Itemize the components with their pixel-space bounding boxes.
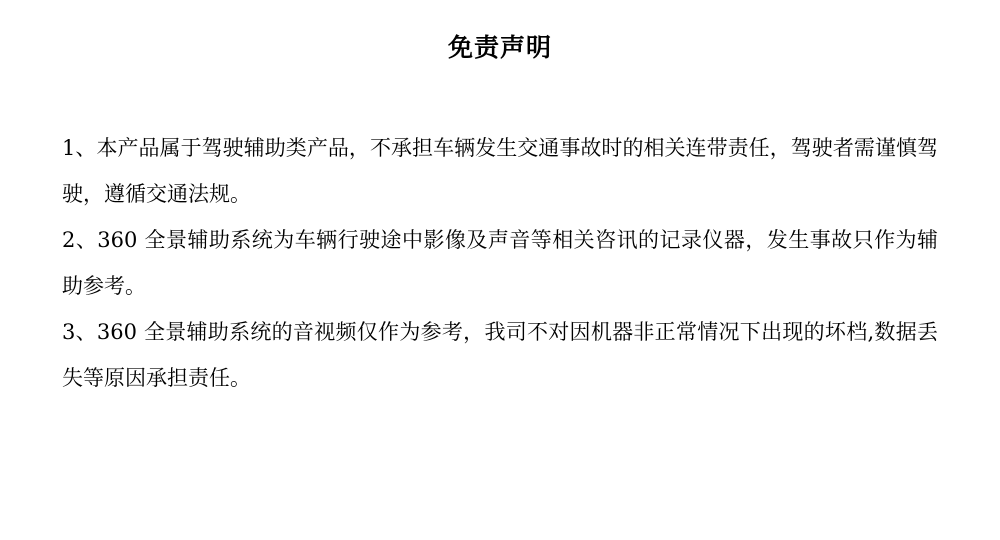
document-body — [62, 125, 938, 401]
paragraph: 1、本产品属于驾驶辅助类产品，不承担车辆发生交通事故时的相关连带责任，驾驶者需谨慎驾驶，遵循交通法规。 — [62, 136, 938, 206]
paragraph: 3、360 全景辅助系统的音视频仅作为参考，我司不对因机器非正常情况下出现的坏档,数据丢失等原因承担责任。 — [62, 320, 938, 390]
document-page — [0, 30, 1000, 540]
page-title: 免责声明 — [447, 33, 552, 62]
paragraph: 2、360 全景辅助系统为车辆行驶途中影像及声音等相关咨讯的记录仪器，发生事故只作为辅助参考。 — [62, 228, 938, 298]
